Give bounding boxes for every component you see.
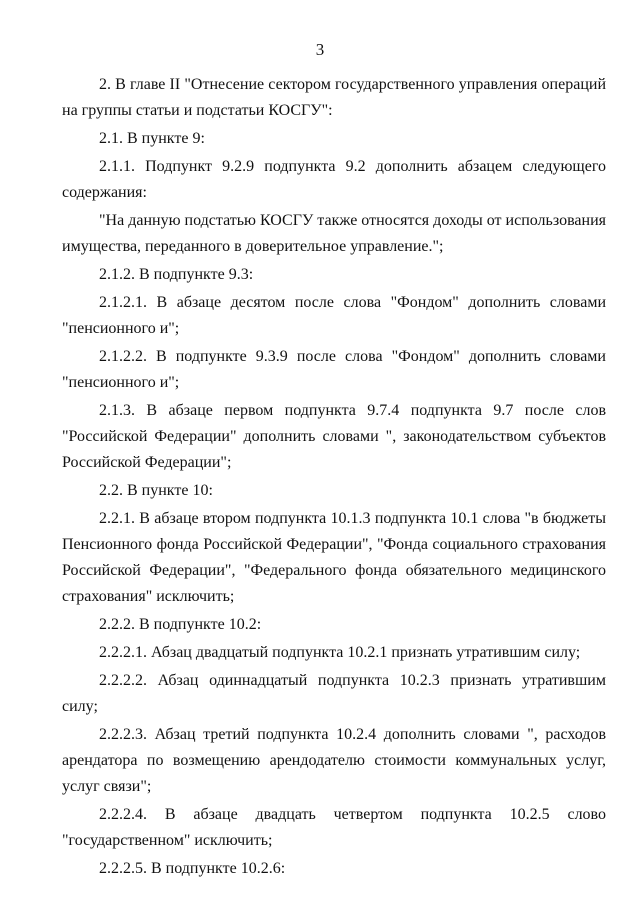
- paragraph-2-2: 2.2. В пункте 10:: [99, 482, 213, 499]
- paragraph-2-1-3: 2.1.3. В абзаце первом подпункта 9.7.4 подпункта 9.7 после слов "Российской Федерации" дополнить словами ", законодательством субъектов Российской Федерации";: [62, 402, 606, 471]
- paragraph-2-2-2-3: 2.2.2.3. Абзац третий подпункта 10.2.4 дополнить словами ", расходов арендатора по возмещению арендодателю стоимости коммунальных услуг, услуг связи";: [62, 726, 606, 795]
- paragraph-2-1-1: 2.1.1. Подпункт 9.2.9 подпункта 9.2 дополнить абзацем следующего содержания:: [62, 158, 606, 201]
- paragraph-2-1-2: 2.1.2. В подпункте 9.3:: [99, 266, 254, 283]
- document-body: [62, 72, 606, 882]
- paragraph-2-1-2-2: 2.1.2.2. В подпункте 9.3.9 после слова "Фондом" дополнить словами "пенсионного и";: [62, 348, 606, 391]
- paragraph-2-2-2-2: 2.2.2.2. Абзац одиннадцатый подпункта 10.2.3 признать утратившим силу;: [62, 672, 606, 715]
- paragraph-2-2-2-1: 2.2.2.1. Абзац двадцатый подпункта 10.2.1 признать утратившим силу;: [99, 644, 581, 661]
- paragraph-2-2-2: 2.2.2. В подпункте 10.2:: [99, 616, 262, 633]
- paragraph-2-2-2-5: 2.2.2.5. В подпункте 10.2.6:: [99, 860, 286, 877]
- paragraph-quote: "На данную подстатью КОСГУ также относятся доходы от использования имущества, переданного в доверительное управление.";: [62, 212, 606, 255]
- paragraph-2-1-2-1: 2.1.2.1. В абзаце десятом после слова "Фондом" дополнить словами "пенсионного и";: [62, 294, 606, 337]
- paragraph-2-1: 2.1. В пункте 9:: [99, 130, 205, 147]
- paragraph-2-2-2-4: 2.2.2.4. В абзаце двадцать четвертом подпункта 10.2.5 слово "государственном" исключить;: [62, 806, 606, 849]
- paragraph-2-2-1: 2.2.1. В абзаце втором подпункта 10.1.3 подпункта 10.1 слова "в бюджеты Пенсионного фонда Российской Федерации", "Фонда социального страхования Российской Федерации", "Федерального фонда обязательного медицинского страхования" исключить;: [62, 510, 606, 605]
- page-number: 3: [315, 40, 325, 59]
- paragraph-2: 2. В главе II "Отнесение сектором государственного управления операций на группы статьи и подстатьи КОСГУ":: [62, 76, 606, 119]
